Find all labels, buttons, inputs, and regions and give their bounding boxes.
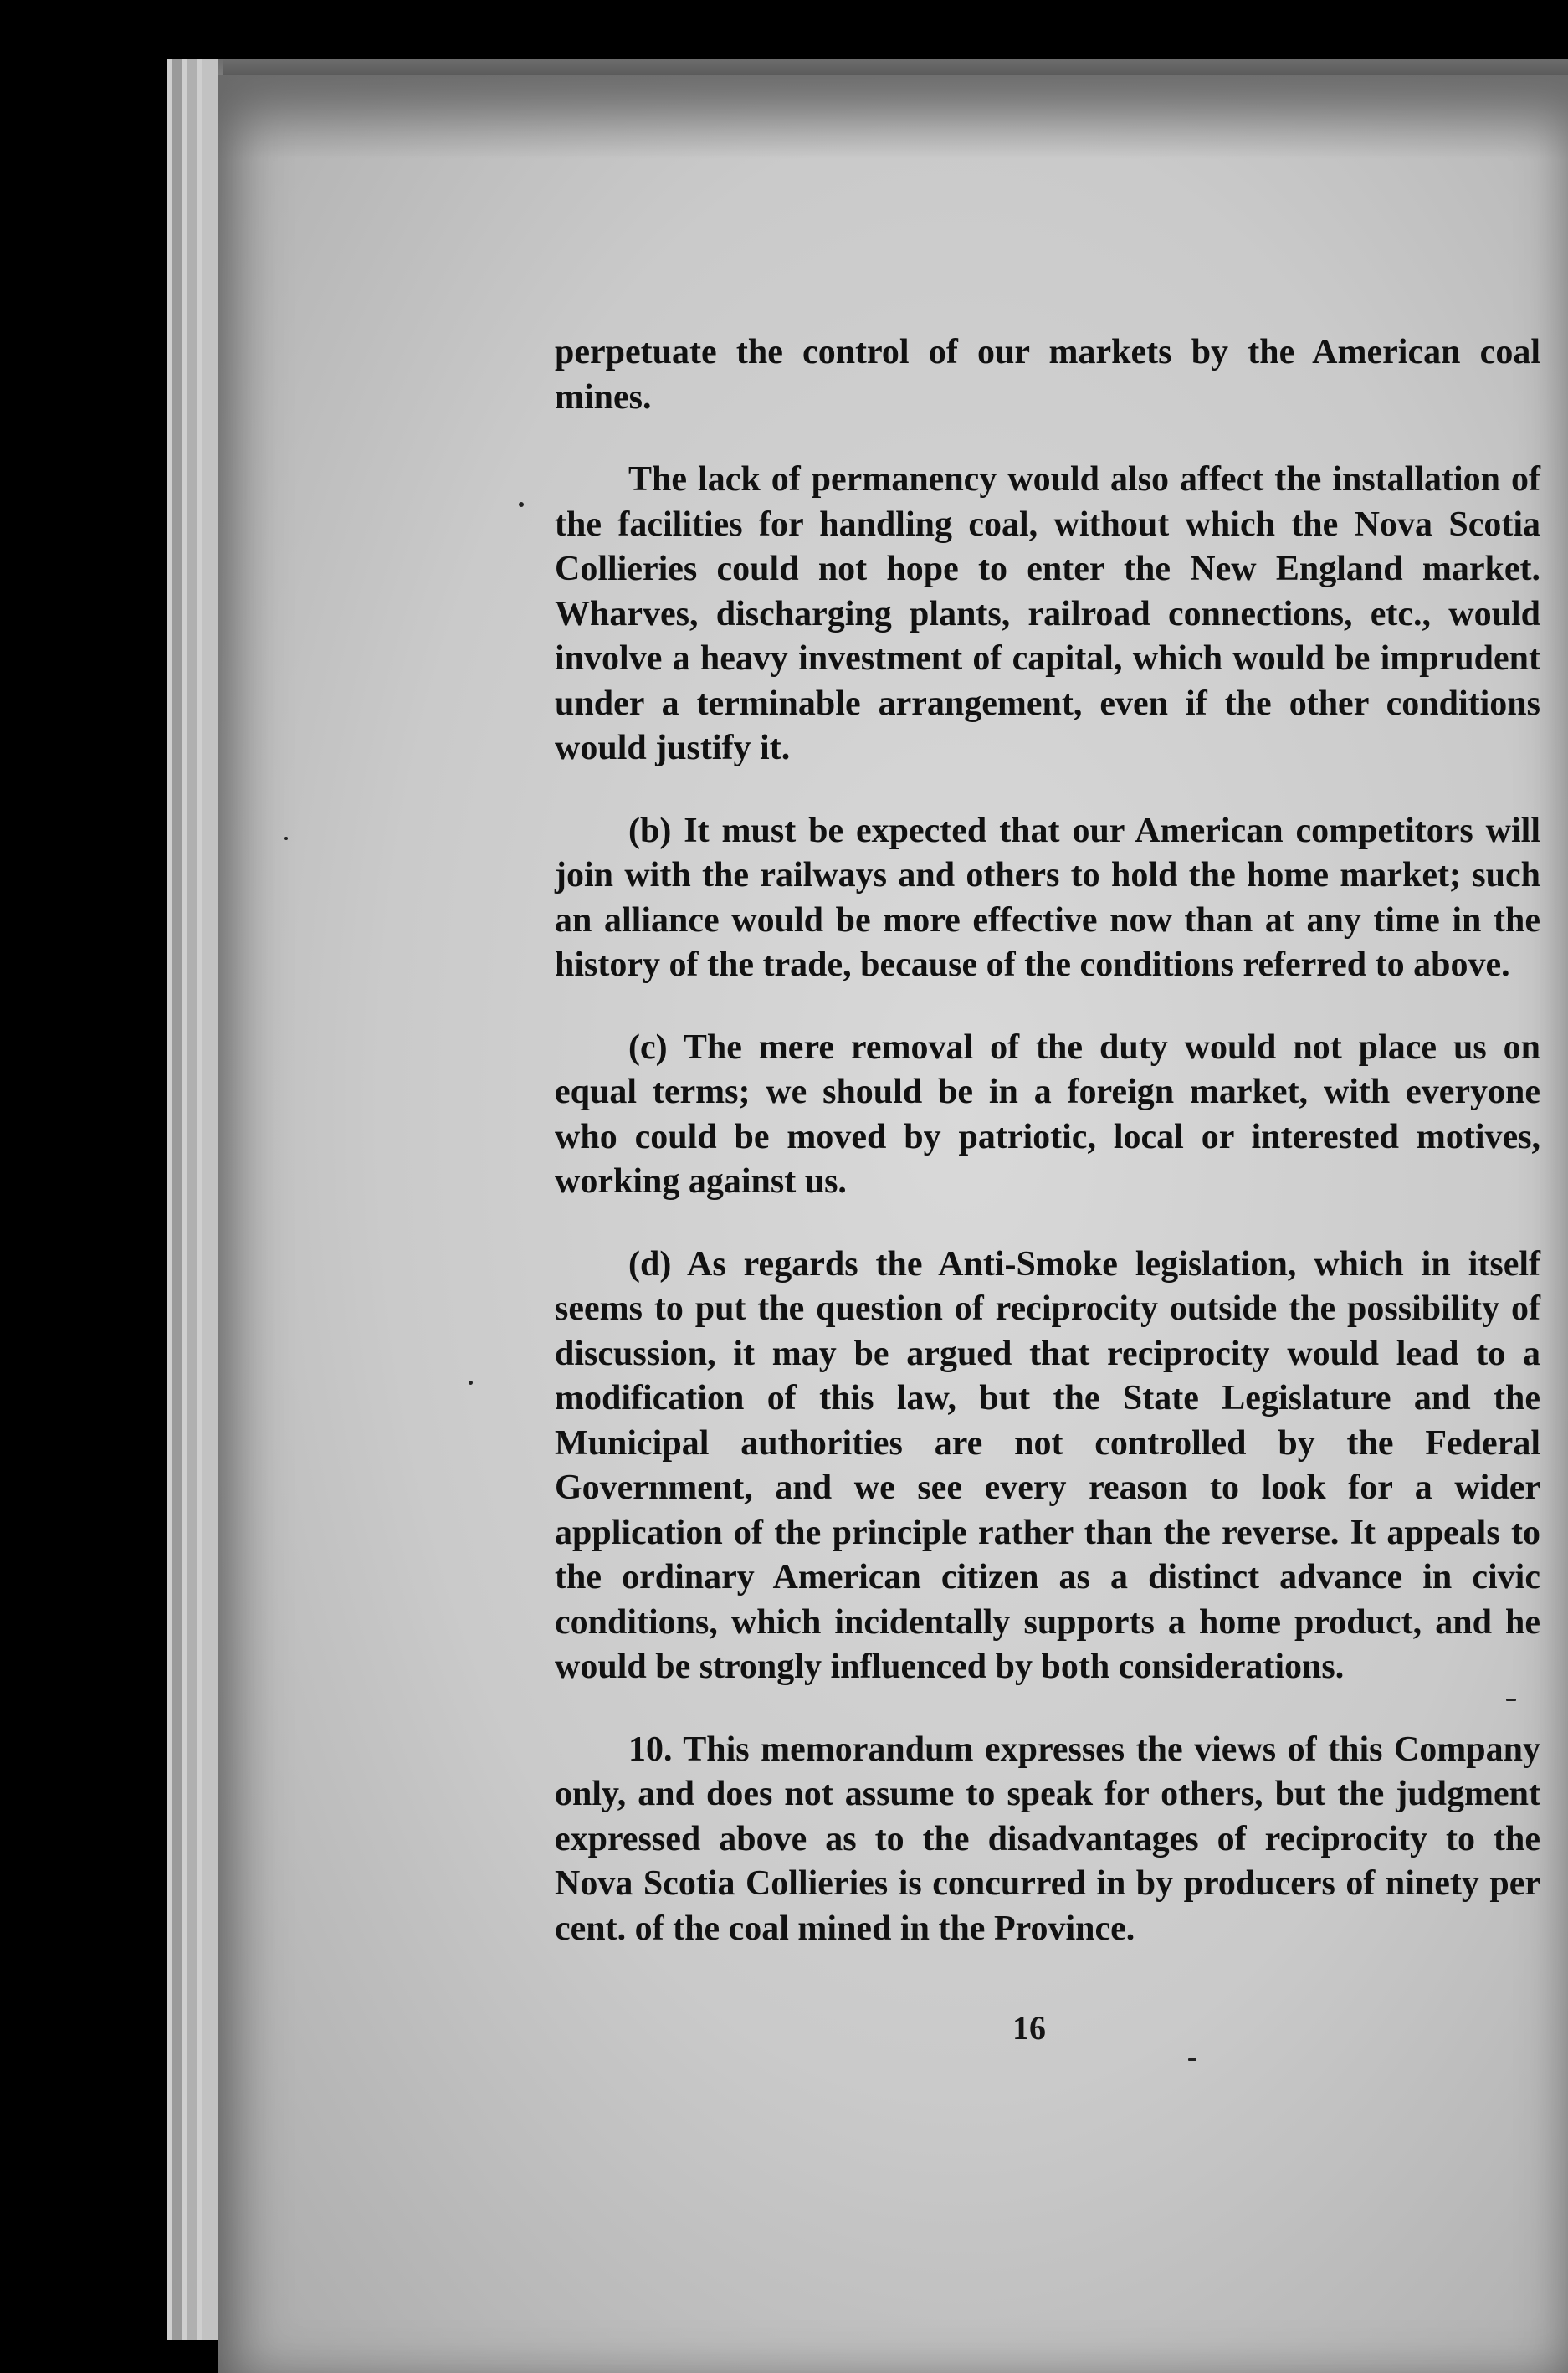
scan-speck xyxy=(284,837,288,840)
scan-speck xyxy=(1188,2058,1196,2061)
scan-speck xyxy=(519,502,524,507)
paragraph: perpetuate the control of our markets by the American coal mines. xyxy=(555,333,1540,417)
paragraph: (b) It must be expected that our American competitors will join with the railways and others to hold the home market; such an alliance would be more effective now than at any time in the history of the trade, because of the conditions referred to above. xyxy=(555,811,1540,984)
page-shadow xyxy=(218,59,1568,159)
paragraph: 10. This memorandum expresses the views of this Company only, and does not assume to speak for others, but the judgment expressed above as to the disadvantages of reciprocity to the Nova Scotia Collieries is concurred in by producers of ninety per cent. of the coal mined in the Province. xyxy=(555,1730,1540,1948)
body-text xyxy=(555,331,1540,1989)
paragraph: (c) The mere removal of the duty would not place us on equal terms; we should be in a foreign market, with everyone who could be moved by patriotic, local or interested motives, working against us. xyxy=(555,1028,1540,1201)
paragraph: The lack of permanency would also affect the installation of the facilities for handling coal, without which the Nova Scotia Collieries could not hope to enter the New England market. Wharves, discharging plants, railroad connections, etc., would involve a heavy investment of capital, which would be imprudent under a terminable arrangement, even if the other conditions would justify it. xyxy=(555,460,1540,767)
paragraph: (d) As regards the Anti-Smoke legislation, which in itself seems to put the question of reciprocity outside the possibility of discussion, it may be argued that reciprocity would lead to a modification of this law, but the State Legislature and the Municipal authorities are not controlled by the Federal Government, and we see every reason to look for a wider application of the principle rather than the reverse. It appeals to the ordinary American citizen as a distinct advance in civic conditions, which incidentally supports a home product, and he would be strongly influenced by both considerations. xyxy=(555,1244,1540,1686)
scan-speck xyxy=(469,1381,473,1385)
page-number: 16 xyxy=(1012,2009,1046,2047)
